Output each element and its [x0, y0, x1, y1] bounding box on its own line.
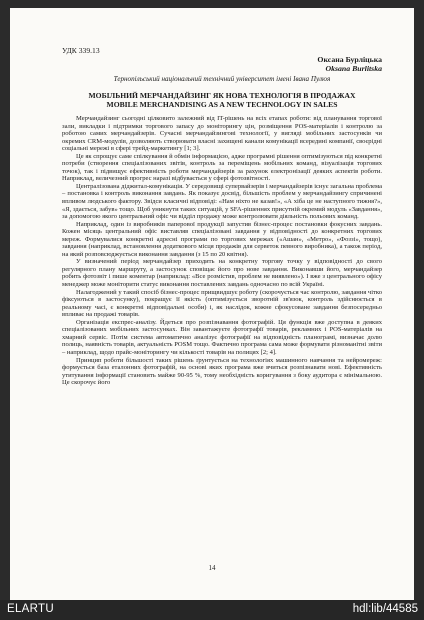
paragraph: Мерчандайзинг сьогодні цілковито залежний від IT-рішень на всіх етапах роботи: від планування торгової зали, викладки і підтримки торгового запасу до моніторингу цін, розміщення POS-матеріалів і контролю за роботою самих мерчандайзерів. Сучасні мерчандайзингові технології, у вигляді мобільних застосунків чи окремих CRM-модулів, дозволяють створювати власні захищені канали комунікації всередині компанії, своєрідні соціальні мережі в сфері трейд-маркетингу [1; 3]. [62, 115, 382, 153]
bottom-bar [0, 600, 424, 620]
article-title [62, 91, 382, 109]
paragraph: Наприклад, один із виробників паперової продукції запустив бізнес-процес постановки фокусних завдань. Кожен місяць центральний офіс виставляв спеціалізовані завдання у відповідності до конкретних торгових мереж. Формувалися конкретні адресні програми по торгових мережах («Ашан», «Метро», «Фоззі», тощо), завдання (наприклад, встановлення додаткового місця продажів для серветок певного виробника), а також період, на який розповсюджується виконання завдання (з 15 по 20 квітня). [62, 220, 382, 258]
handle-link[interactable]: hdl:lib/44585 [352, 603, 418, 615]
author-name-en: Oksana Burlitska [325, 64, 382, 73]
paragraph: У визначений період мерчандайзер приходить на конкретну торгову точку у відповідності до свого регулярного плану маршруту, а застосунок сповіщає його про нове завдання. Виконавши його, мерчандайзер робить фотозвіт і пише коментар (наприклад: «Все розмістив, проблем не виявлено»). І вже з центрального офісу менеджер може моніторити статус виконання поставлених завдань одночасно по всій Україні. [62, 258, 382, 289]
paragraph: Централізована діджитал-комунікація. У середовищі супервайзерів і мерчандайзерів існує загальна проблема – постановка і контроль виконання завдань. Як показує досвід, більшість проблем у мерчандайзингу спричинені впливом людського фактору. Звідси класичні відповіді: «Нам ніхто не казав!», «А хіба це не наступного тижня?», «Я, здається, забув» тощо. Щоб уникнути таких ситуацій, у SFA-рішеннях присутній окремий модуль «Завдання», за допомогою якого центральний офіс чи відділ продажу може контролювати діяльність польових команд. [62, 182, 382, 221]
title-ua: МОБІЛЬНИЙ МЕРЧАНДАЙЗИНГ ЯК НОВА ТЕХНОЛОГІЯ В ПРОДАЖАХ [88, 91, 356, 100]
paragraph: Це як спрощує саме спілкування й обмін інформацією, адже програмні рішення оптимізуються під конкретні потреби (створення спеціалізованих звітів, контроль за переміщень мобільних команд, візуалізація торгових точок), так і підвищує ефективність роботи мерчандайзерів за рахунок електронізації деяких аспектів роботи. Наприклад, величезний прогрес наразі відбувається у сфері фотозвітності. [62, 152, 382, 183]
article-body [62, 115, 382, 387]
paragraph: Організація експрес-аналізу. Йдеться про розпізнавання фотографій. Ця функція вже доступна в деяких спеціалізованих мобільних застосунках. Він завантажуєте фотографії товарів, рекламних і POS-матеріалів на хмарний сервіс. Потім система автоматично аналізує фотографії на відповідність планограмі, визначає долю полиць, наявність товарів, актуальність POSM тощо. Фактично програма сама може формувати різноманітні звіти – наприклад, щодо прайс-моніторингу чи кількості товарів на полицях [2; 4]. [62, 318, 382, 356]
page-number: 14 [208, 564, 216, 572]
document-page [10, 8, 414, 600]
author-name-ua: Оксана Бурліцька [317, 55, 382, 64]
repository-label: ELARTU [7, 603, 54, 615]
title-en: MOBILE MERCHANDISING AS A NEW TECHNOLOGY IN SALES [106, 100, 338, 109]
udk-code: УДК 339.13 [62, 46, 100, 55]
paragraph: Налагоджений у такий спосіб бізнес-процес прищвидшує роботу (скорочується час контролю, завдання чітко фіксуються в застосунку), покращує її якість (оптимізується зворотній зв'язок, контроль здійснюється в реальному часі, є конкретні відповідальні особи) і, як наслідок, кожне сфокусоване завдання безпосередньо впливає на продажі товарів. [62, 288, 382, 319]
page-content [62, 46, 382, 387]
affiliation: Тернопільський національний технічний університет імені Івана Пулюя [113, 75, 331, 83]
paragraph: Принцип роботи більшості таких рішень ґрунтується на технологіях машинного навчання та нейромереж: формується база еталонних фотографій, на основі яких програма вже вчиться розпізнавати нові. Ефективність утитування інформації становить майже 90-95 %, тому необхідність коригування з боку аудитора є мінімальною. Це скорочує його [62, 356, 382, 387]
